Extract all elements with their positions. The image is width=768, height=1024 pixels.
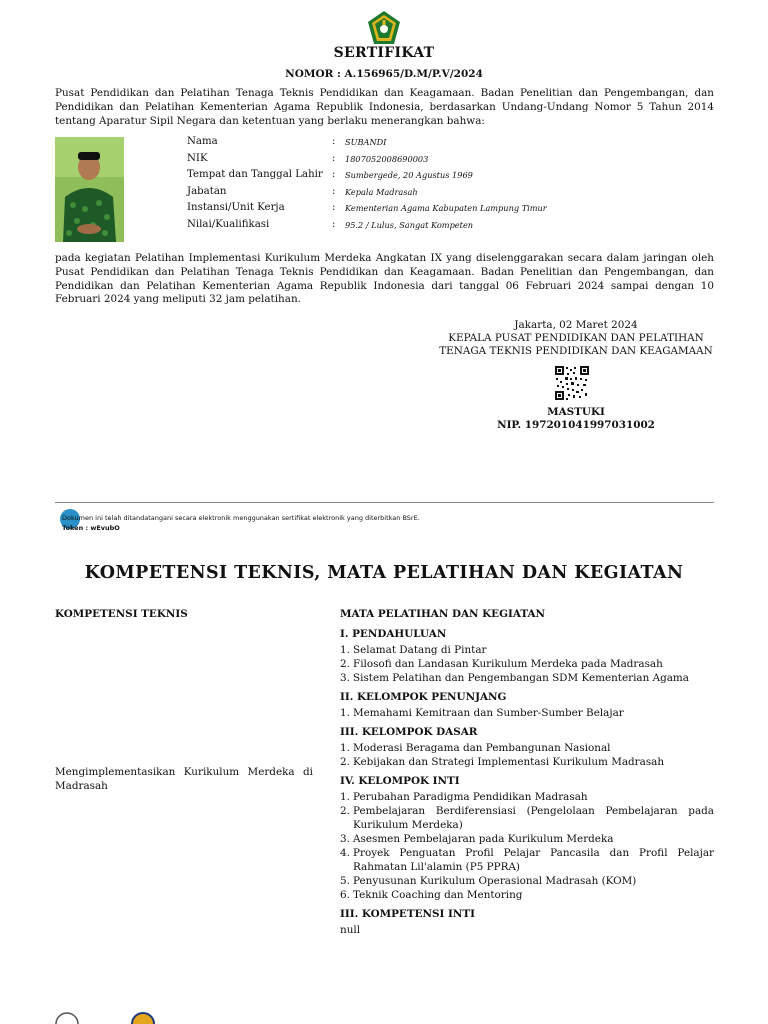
field-label: NIK [187, 152, 208, 164]
competency-section-title: KOMPETENSI TEKNIS, MATA PELATIHAN DAN KEGIATAN [84, 563, 684, 583]
body-paragraph: pada kegiatan Pelatihan Implementasi Kurikulum Merdeka Angkatan IX yang diselenggarakan secara dalam jaringan oleh Pusat Pendidikan dan Pelatihan Tenaga Teknis Pendidikan dan Keagamaan. Badan Penelitian dan Pengembangan, dan Pendidikan dan Pelatihan Kementerian Agama Republik Indonesia dari tanggal 06 Februari 2024 sampai dengan 10 Februari 2024 yang meliputi 32 jam pelatihan. [55, 252, 714, 306]
list-item [340, 874, 714, 888]
item-number: 3. [340, 833, 350, 845]
list-item [340, 643, 714, 657]
item-number: 1. [340, 707, 350, 719]
training-list [340, 627, 714, 942]
bsre-note [62, 513, 420, 533]
item-text: Teknik Coaching dan Mentoring [353, 889, 523, 901]
competency-right-header: MATA PELATIHAN DAN KEGIATAN [340, 608, 546, 620]
field-row-nik [187, 153, 607, 170]
item-text: Memahami Kemitraan dan Sumber-Sumber Belajar [353, 707, 624, 719]
certificate-title: SERTIFIKAT [333, 45, 435, 61]
field-colon: : [332, 152, 336, 164]
group-title: III. KOMPETENSI INTI [340, 908, 475, 920]
field-label: Instansi/Unit Kerja [187, 202, 285, 214]
list-item [340, 741, 714, 755]
footer-logos [55, 1010, 165, 1024]
field-value: 1807052008690003 [345, 153, 429, 164]
kompetensi-inti-value: null [340, 924, 361, 936]
group-kompetensi-inti [340, 907, 714, 937]
item-number: 2. [340, 756, 350, 768]
item-text: Sistem Pelatihan dan Pengembangan SDM Kementerian Agama [353, 672, 689, 684]
item-text: Filosofi dan Landasan Kurikulum Merdeka pada Madrasah [353, 658, 663, 670]
list-item [340, 657, 714, 671]
item-text: Penyusunan Kurikulum Operasional Madrasah (KOM) [353, 875, 637, 887]
item-number: 2. [340, 658, 350, 670]
footer-logo-icon [56, 1013, 78, 1024]
field-colon: : [332, 218, 336, 230]
field-value: Kementerian Agama Kabupaten Lampung Timur [345, 203, 547, 214]
sign-office-line2: TENAGA TEKNIS PENDIDIKAN DAN KEAGAMAAN [439, 345, 713, 357]
signature-block [430, 319, 722, 358]
field-value: SUBANDI [345, 137, 387, 147]
field-row-ttl [187, 169, 607, 186]
field-row-nama [187, 136, 607, 153]
list-item [340, 755, 714, 769]
signer-name: MASTUKI [547, 406, 605, 418]
certificate-number: NOMOR : A.156965/D.M/P.V/2024 [285, 68, 483, 80]
group-inti [340, 774, 714, 902]
field-value: Kepala Madrasah [345, 186, 418, 197]
competency-description: Mengimplementasikan Kurikulum Merdeka di Madrasah [55, 766, 313, 792]
group-title: II. KELOMPOK PENUNJANG [340, 691, 507, 703]
field-value: Sumbergede, 20 Agustus 1969 [345, 170, 473, 181]
competency-left-header: KOMPETENSI TEKNIS [55, 608, 188, 620]
item-text: Selamat Datang di Pintar [353, 644, 487, 656]
sign-office-line1: KEPALA PUSAT PENDIDIKAN DAN PELATIHAN [448, 332, 704, 344]
list-item [340, 846, 714, 874]
field-label: Nama [187, 136, 218, 147]
bsre-token: Token : wEvubO [62, 524, 120, 532]
field-row-jabatan [187, 186, 607, 203]
list-item [340, 888, 714, 902]
sign-place-date: Jakarta, 02 Maret 2024 [514, 319, 638, 331]
item-text: Pembelajaran Berdiferensiasi (Pengelolaan Pembelajaran pada Kurikulum Merdeka) [353, 805, 714, 831]
bsre-note-text: Dokumen ini telah ditandatangani secara elektronik menggunakan sertifikat elektronik yang diterbitkan BSrE. [62, 514, 420, 522]
divider [55, 502, 714, 503]
field-row-instansi [187, 202, 607, 219]
footer-logo-icon [132, 1013, 154, 1024]
intro-paragraph: Pusat Pendidikan dan Pelatihan Tenaga Teknis Pendidikan dan Keagamaan. Badan Penelitian dan Pengembangan, dan Pendidikan dan Pelatihan Kementerian Agama Republik Indonesia, berdasarkan Undang-Undang Nomor 5 Tahun 2014 tentang Aparatur Sipil Negara dan ketentuan yang berlaku menerangkan bahwa: [55, 87, 714, 127]
group-dasar [340, 725, 714, 769]
field-colon: : [332, 202, 336, 214]
field-colon: : [332, 169, 336, 181]
list-item [340, 671, 714, 685]
item-number: 1. [340, 644, 350, 656]
item-number: 1. [340, 742, 350, 754]
item-number: 6. [340, 889, 350, 901]
list-item [340, 790, 714, 804]
group-penunjang [340, 690, 714, 720]
item-text: Perubahan Paradigma Pendidikan Madrasah [353, 791, 588, 803]
participant-details [187, 136, 607, 236]
person-photo [55, 137, 124, 242]
kemenag-logo-icon [366, 10, 402, 46]
field-label: Jabatan [187, 185, 227, 197]
signer-nip: NIP. 197201041997031002 [497, 419, 655, 431]
field-value: 95.2 / Lulus, Sangat Kompeten [345, 219, 474, 230]
qr-code-icon [554, 365, 590, 401]
field-label: Tempat dan Tanggal Lahir [187, 169, 323, 181]
item-number: 4. [340, 847, 350, 859]
field-colon: : [332, 185, 336, 197]
field-colon: : [332, 136, 336, 147]
list-item [340, 832, 714, 846]
field-label: Nilai/Kualifikasi [187, 218, 270, 230]
item-number: 1. [340, 791, 350, 803]
field-row-nilai [187, 219, 607, 236]
item-text: Asesmen Pembelajaran pada Kurikulum Merdeka [353, 833, 614, 845]
item-text: Moderasi Beragama dan Pembangunan Nasional [353, 742, 611, 754]
item-text: Proyek Penguatan Profil Pelajar Pancasila dan Profil Pelajar Rahmatan Lil'alamin (P5 PPRA) [353, 847, 714, 873]
group-title: I. PENDAHULUAN [340, 628, 447, 640]
item-text: Kebijakan dan Strategi Implementasi Kurikulum Madrasah [353, 756, 665, 768]
item-number: 2. [340, 805, 350, 817]
item-number: 5. [340, 875, 350, 887]
signer-block [430, 406, 722, 432]
list-item [340, 804, 714, 832]
group-title: III. KELOMPOK DASAR [340, 726, 478, 738]
item-number: 3. [340, 672, 350, 684]
group-pendahuluan [340, 627, 714, 685]
list-item [340, 706, 714, 720]
group-title: IV. KELOMPOK INTI [340, 775, 460, 787]
